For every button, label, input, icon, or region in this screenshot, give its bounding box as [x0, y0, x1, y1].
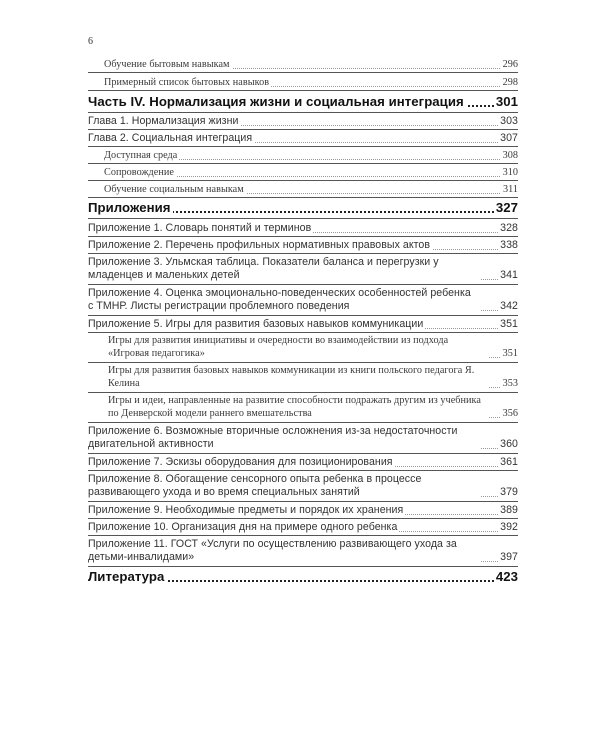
toc-part-heading[interactable] — [88, 94, 518, 110]
toc-entry-page: 308 — [502, 150, 518, 161]
toc-entry[interactable] — [88, 287, 518, 313]
toc-entry-title: Глава 2. Социальная интеграция — [88, 132, 253, 144]
toc-divider — [88, 112, 518, 113]
toc-entry[interactable] — [88, 473, 518, 499]
toc-divider — [88, 253, 518, 254]
toc-divider — [88, 146, 518, 147]
toc-entry-title: Приложение 10. Организация дня на примере одного ребенка — [88, 521, 398, 533]
toc-entry-page: 328 — [500, 222, 518, 234]
toc-divider — [88, 422, 518, 423]
toc-entry[interactable] — [104, 76, 518, 89]
toc-entry[interactable] — [108, 395, 518, 420]
toc-entry-page: 341 — [500, 269, 518, 281]
toc-entry-page: 392 — [500, 521, 518, 533]
toc-divider — [88, 332, 518, 333]
toc-entry[interactable] — [88, 132, 518, 145]
toc-entry-title: Приложение 11. ГОСТ «Услуги по осуществлению развивающего ухода за детьми-инвалидами» — [88, 538, 480, 564]
toc-entry-title: Примерный список бытовых навыков — [104, 77, 270, 88]
toc-entry[interactable] — [88, 239, 518, 252]
toc-entry-page: 296 — [502, 59, 518, 70]
toc-entry-title: Приложение 5. Игры для развития базовых навыков коммуникации — [88, 318, 424, 330]
toc-entry-page: 338 — [500, 239, 518, 251]
toc-entry-title: Обучение социальным навыкам — [104, 184, 244, 195]
toc-part-heading[interactable] — [88, 200, 518, 216]
toc-entry-page: 301 — [495, 94, 518, 109]
toc-entry-page: 423 — [495, 569, 518, 584]
toc-entry-page: 342 — [500, 300, 518, 312]
toc-entry-title: Приложение 8. Обогащение сенсорного опыта ребенка в процессе развивающего ухода и во время специальных занятий — [88, 473, 480, 499]
toc-divider — [88, 470, 518, 471]
toc-entry-page: 351 — [502, 347, 518, 359]
toc-entry-page: 307 — [500, 132, 518, 144]
toc-entry[interactable] — [108, 365, 518, 390]
toc-entry[interactable] — [88, 222, 518, 235]
toc-entry-title: Приложение 2. Перечень профильных нормативных правовых актов — [88, 239, 431, 251]
toc-entry-page: 361 — [500, 456, 518, 468]
toc-divider — [88, 392, 518, 393]
toc-entry-page: 353 — [502, 377, 518, 389]
toc-entry-page: 389 — [500, 504, 518, 516]
toc-entry-page: 311 — [502, 184, 518, 195]
toc-entry-title: Глава 1. Нормализация жизни — [88, 115, 239, 127]
toc-divider — [88, 180, 518, 181]
toc-entry-page: 327 — [495, 200, 518, 215]
toc-entry-page: 310 — [502, 167, 518, 178]
toc-entry[interactable] — [88, 521, 518, 534]
toc-entry-page: 351 — [500, 318, 518, 330]
toc-entry-page: 303 — [500, 115, 518, 127]
toc-entry[interactable] — [104, 149, 518, 162]
toc-divider — [88, 90, 518, 91]
toc-entry-title: Приложение 1. Словарь понятий и терминов — [88, 222, 312, 234]
toc-part-heading[interactable] — [88, 569, 518, 585]
toc-entry-title: Приложение 7. Эскизы оборудования для позиционирования — [88, 456, 393, 468]
toc-entry-title: Приложение 4. Оценка эмоционально-поведенческих особенностей ребенка с ТМНР. Листы регистрации проблемного поведения — [88, 287, 480, 313]
toc-entry[interactable] — [88, 115, 518, 128]
toc-divider — [88, 518, 518, 519]
toc-divider — [88, 197, 518, 198]
toc-entry[interactable] — [88, 256, 518, 282]
toc-entry-title: Приложения — [88, 200, 171, 215]
toc-entry[interactable] — [104, 166, 518, 179]
toc-entry[interactable] — [88, 504, 518, 517]
toc-divider — [88, 501, 518, 502]
toc-entry-title: Доступная среда — [104, 150, 178, 161]
toc-divider — [88, 566, 518, 567]
toc-entry[interactable] — [104, 183, 518, 196]
toc-entry-title: Игры для развития базовых навыков коммуникации из книги польского педагога Я. Келина — [108, 365, 488, 390]
toc-divider — [88, 129, 518, 130]
toc-entry-title: Приложение 9. Необходимые предметы и порядок их хранения — [88, 504, 404, 516]
toc-entry-page: 397 — [500, 551, 518, 563]
toc-entry-title: Сопровождение — [104, 167, 174, 178]
toc-divider — [88, 315, 518, 316]
toc-entry[interactable] — [88, 318, 518, 331]
toc-entry-title: Игры и идеи, направленные на развитие способности подражать другим из учебника по Денверской модели раннего вмешательства — [108, 395, 488, 420]
toc-entry[interactable] — [88, 456, 518, 469]
toc-entry-page: 360 — [500, 438, 518, 450]
toc-entry[interactable] — [104, 58, 518, 71]
toc-entry[interactable] — [108, 335, 518, 360]
toc-entry-title: Литература — [88, 569, 165, 584]
toc-entry-page: 356 — [502, 407, 518, 419]
toc-entry-title: Часть IV. Нормализация жизни и социальная интеграция — [88, 94, 464, 109]
page-number: 6 — [88, 36, 93, 47]
toc-divider — [88, 218, 518, 219]
toc-divider — [88, 284, 518, 285]
toc-entry-page: 298 — [502, 77, 518, 88]
toc-divider — [88, 72, 518, 73]
toc-entry-title: Приложение 6. Возможные вторичные осложнения из-за недостаточности двигательной активности — [88, 425, 480, 451]
toc-divider — [88, 535, 518, 536]
toc-divider — [88, 236, 518, 237]
toc-divider — [88, 453, 518, 454]
toc-divider — [88, 163, 518, 164]
toc-entry-page: 379 — [500, 486, 518, 498]
toc-entry-title: Приложение 3. Ульмская таблица. Показатели баланса и перегрузки у младенцев и маленьких детей — [88, 256, 480, 282]
toc-entry-title: Обучение бытовым навыкам — [104, 59, 230, 70]
toc-entry[interactable] — [88, 538, 518, 564]
toc-entry[interactable] — [88, 425, 518, 451]
toc-divider — [88, 362, 518, 363]
toc-entry-title: Игры для развития инициативы и очередности во взаимодействии из подхода «Игровая педагогика» — [108, 335, 488, 360]
